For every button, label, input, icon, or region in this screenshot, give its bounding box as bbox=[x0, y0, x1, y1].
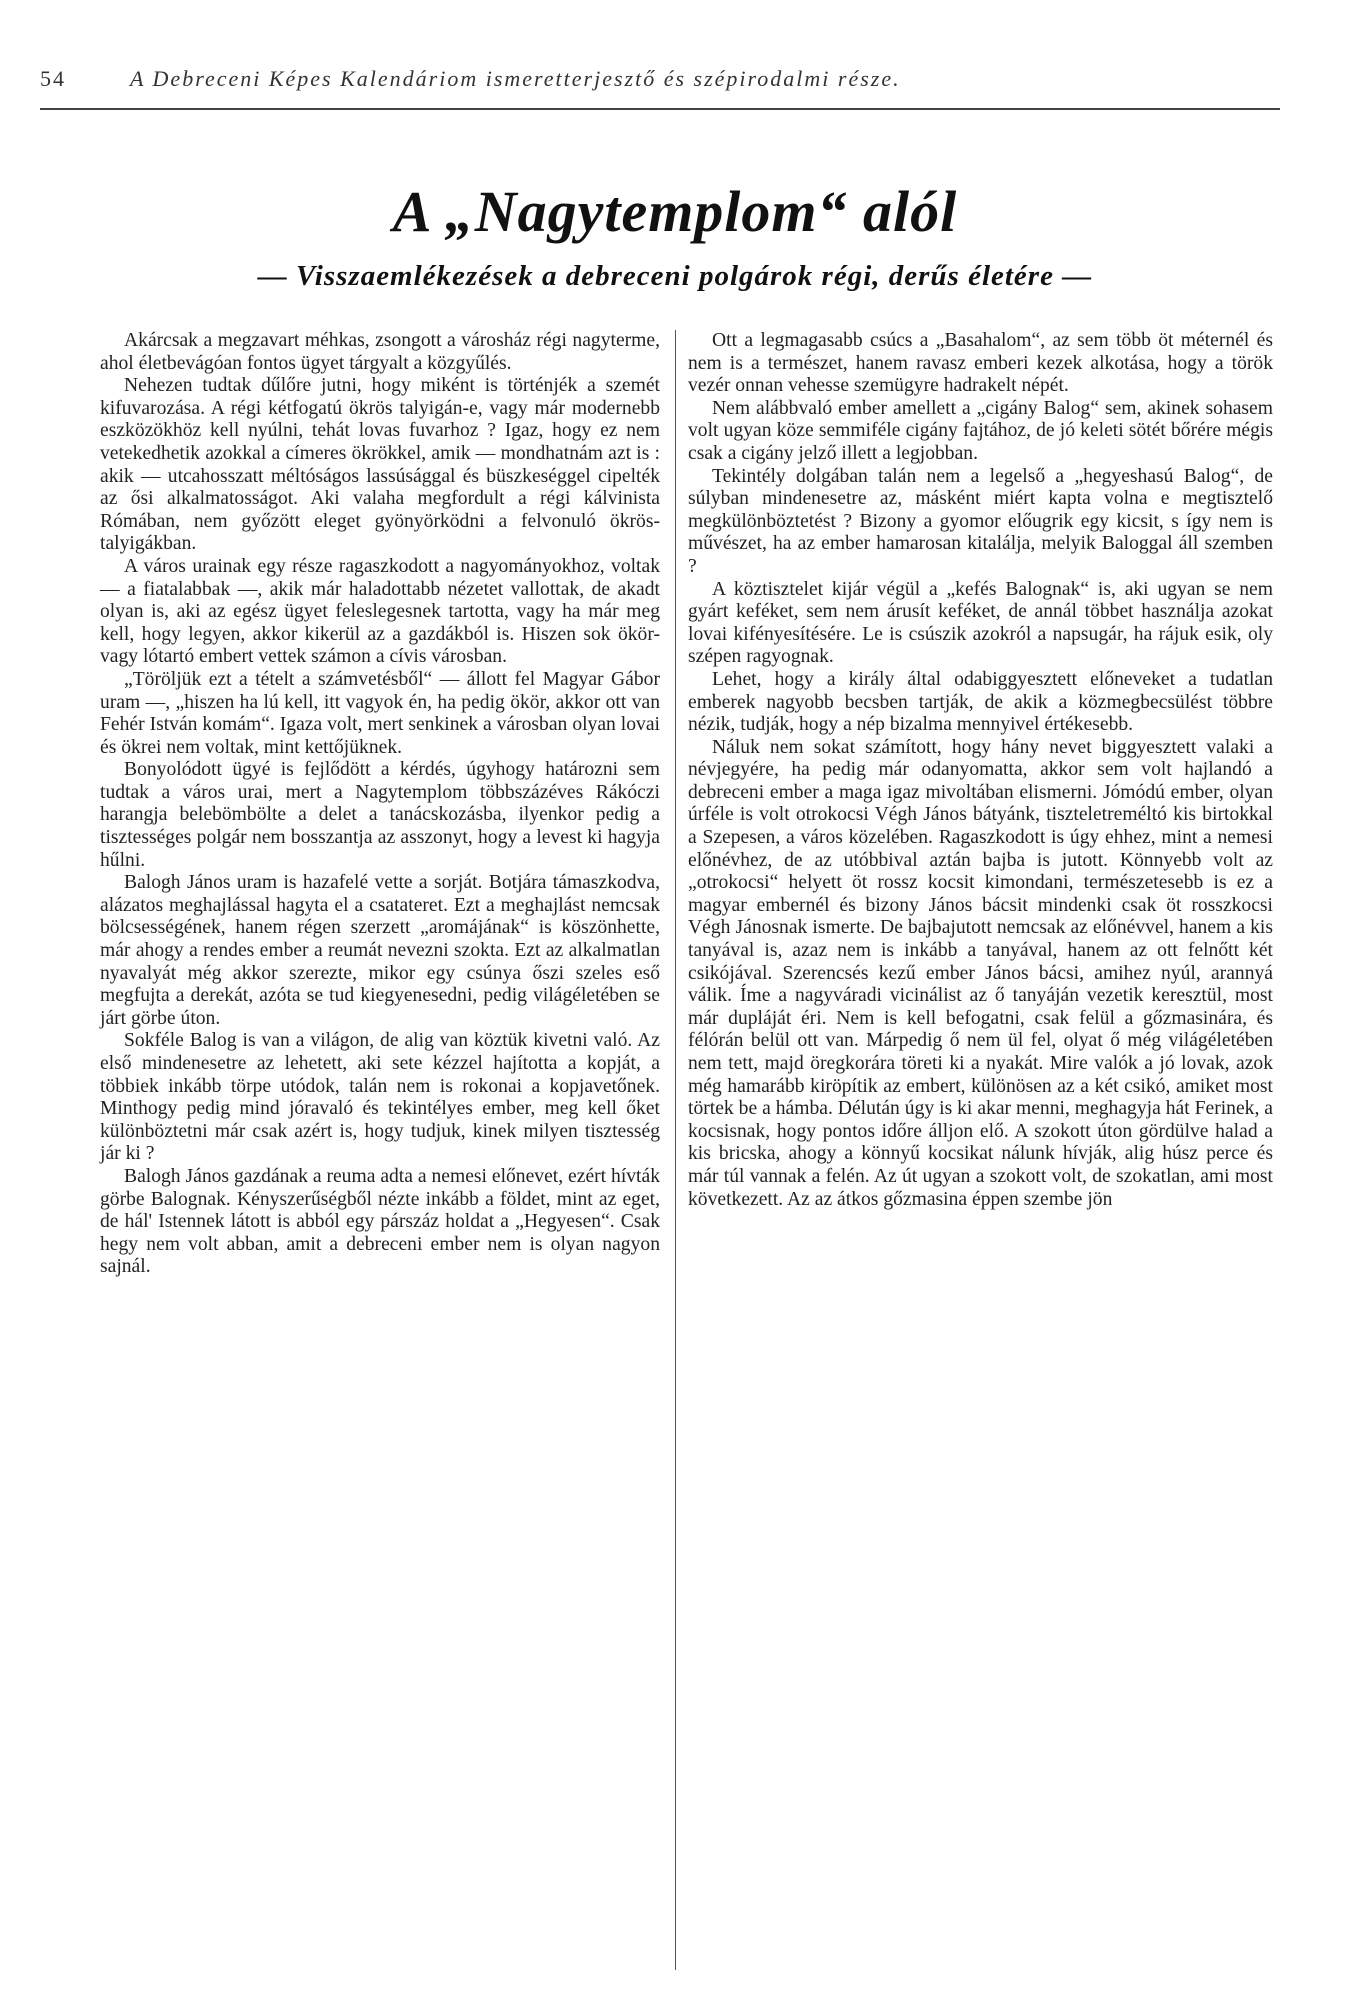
running-header bbox=[40, 66, 1265, 92]
paragraph: Sokféle Balog is van a világon, de alig van köztük kivetni való. Az első mindenesetre az lehetett, aki sete kézzel hajította a kopját, a többiek inkább törpe utódok, talán nem is rokonai a kopjavetőnek. Minthogy pedig mind jóravaló és tekintélyes ember, meg kell őket különböztetni már csak azért is, hogy tudjuk, kinek milyen tisztesség jár ki ? bbox=[100, 1030, 660, 1165]
paragraph: Ott a legmagasabb csúcs a „Basahalom“, az sem több öt méternél és nem is a természet, hanem ravasz emberi kezek alkotása, hogy a török vezér onnan vehesse szemügyre hadrakelt népét. bbox=[688, 330, 1273, 397]
paragraph: Tekintély dolgában talán nem a legelső a „hegyeshasú Balog“, de súlyban mindenesetre az, másként miért kapta volna e megtisztelő megkülönböztetést ? Bizony a gyomor előugrik egy kicsit, s így nem is művészet, ha az ember hamarosan kitalálja, melyik Baloggal áll szemben ? bbox=[688, 465, 1273, 577]
paragraph: Lehet, hogy a király által odabiggyesztett előneveket a tudatlan emberek nagyobb becsben tartják, de akik a közmegbecsülést többre nézik, tudják, hogy a nép bizalma mennyivel értékesebb. bbox=[688, 668, 1273, 736]
paragraph: Balogh János uram is hazafelé vette a sorját. Botjára támaszkodva, alázatos meghajlással hagyta el a csatateret. Ezt a meghajlást nemcsak bölcsességének, hanem régen szerzett „aromájának“ is köszönhette, már ahogy a rendes ember a reumát nevezni szokta. Ezt az alkalmatlan nyavalyát még akkor szerezte, mikor egy csúnya őszi szeles eső megfujta a derekát, azóta se tud kiegyenesedni, pedig világéletében se járt görbe úton. bbox=[100, 872, 660, 1029]
left-column bbox=[100, 330, 660, 1279]
paragraph: A köztisztelet kijár végül a „kefés Balognak“ is, aki ugyan se nem gyárt keféket, sem nem árusít keféket, de annál többet használja azokat lovai kifényesítésére. Le is csúszik azokról a napsugár, ha rájuk esik, oly szépen ragyognak. bbox=[688, 578, 1273, 668]
paragraph: „Töröljük ezt a tételt a számvetésből“ — állott fel Magyar Gábor uram —, „hiszen ha lú kell, itt vagyok én, ha pedig ökör, akkor ott van Fehér István komám“. Igaza volt, mert senkinek a városban olyan lovai és ökrei nem voltak, mint kettőjüknek. bbox=[100, 668, 660, 758]
page-number: 54 bbox=[40, 66, 66, 91]
column-divider bbox=[675, 330, 676, 1970]
paragraph: Bonyolódott ügyé is fejlődött a kérdés, úgyhogy határozni sem tudtak a város urai, mert a Nagytemplom többszázéves Rákóczi harangja belebömbölte a delet a tanácskozásba, ilyenkor pedig a tisztességes polgár nem bosszantja az asszonyt, hogy a levest ki hagyja hűlni. bbox=[100, 759, 660, 871]
running-title: A Debreceni Képes Kalendáriom ismeretterjesztő és szépirodalmi része. bbox=[130, 66, 901, 91]
right-column bbox=[688, 330, 1273, 1211]
paragraph: Nehezen tudtak dűlőre jutni, hogy miként is történjék a szemét kifuvarozása. A régi kétfogatú ökrös talyigán-e, vagy már modernebb eszközökhöz kell nyúlni, tehát lovas fuvarhoz ? Igaz, hogy ez nem vetekedhetik azokkal a címeres ökrökkel, amik — mondhatnám azt is : akik — utcahosszatt méltóságos lassúsággal és büszkeséggel cipelték az ősi alkalmatosságot. Aki valaha megfordult a régi kálvinista Rómában, nem győzött eleget gyönyörködni a felvonuló ökrös-talyigákban. bbox=[100, 375, 660, 555]
paragraph: Nem alábbvaló ember amellett a „cigány Balog“ sem, akinek sohasem volt ugyan köze semmiféle cigány fajtához, de jó keleti sötét bőrére mégis csak a cigány jelző illett a legjobban. bbox=[688, 397, 1273, 464]
paragraph: Balogh János gazdának a reuma adta a nemesi előnevet, ezért hívták görbe Balognak. Kényszerűségből nézte inkább a földet, mint az eget, de hál' Istennek látott is abból egy párszáz holdat a „Hegyesen“. Csak hegy nem volt abban, amit a debreceni ember nem is olyan nagyon sajnál. bbox=[100, 1165, 660, 1278]
header-rule bbox=[40, 108, 1280, 110]
paragraph: Náluk nem sokat számított, hogy hány nevet biggyesztett valaki a névjegyére, ha pedig már odanyomatta, akkor sem volt hajlandó a debreceni ember a maga igaz mivoltában elismerni. Jómódú ember, olyan úrféle is volt otrokocsi Végh János bátyánk, tiszteletreméltó kis birtokkal a Szepesen, a város közelében. Ragaszkodott is úgy ehhez, mint a nemesi előnévhez, de az utóbbival aztán bajba is jutott. Könnyebb volt az „otrokocsi“ helyett öt rossz kocsit kimondani, természetesebb is ez a magyar embernél és bizony János bácsit mindenki csak öt rosszkocsi Végh Jánosnak ismerte. De bajbajutott nemcsak az előnévvel, hanem a kis tanyával is, azaz nem is inkább a tanyával, hanem az ott felnőtt két csikójával. Szerencsés kezű ember János bácsi, amihez nyúl, arannyá válik. Íme a nagyváradi vicinálist az ő tanyáján vezetik keresztül, most már dupláját éri. Nem is kell befogatni, csak felül a gőzmasinára, és félórán belül ott van. Márpedig ő nem ül fel, olyat ő még világéletében nem tett, majd öregkorára töreti ki a nyakát. Mire valók a jó lovak, azok még hamarább kiröpítik az embert, különösen az a két csikó, amiket most törtek be a hámba. Délután úgy is ki akar menni, meghagyja hát Ferinek, a kocsisnak, hogy pontos időre álljon elő. A szokott úton gördülve halad a kis bricska, ahogy a könnyű kocsikat nálunk hívják, alig húsz perce és már túl vannak a felén. Az út ugyan a szokott volt, de szokatlan, ami most következett. Az az átkos gőzmasina éppen szembe jön bbox=[688, 736, 1273, 1210]
paragraph: A város urainak egy része ragaszkodott a nagyományokhoz, voltak — a fiatalabbak —, akik már haladottabb nézetet vallottak, de akadt olyan is, aki az egész ügyet feleslegesnek tartotta, vagy ha már meg kell, hogy legyen, akkor kikerül az a gazdákból is. Hiszen sok ökör- vagy lótartó embert vettek számon a cívis városban. bbox=[100, 555, 660, 668]
paragraph: Akárcsak a megzavart méhkas, zsongott a városház régi nagyterme, ahol életbevágóan fontos ügyet tárgyalt a közgyűlés. bbox=[100, 330, 660, 374]
article-subtitle: — Visszaemlékezések a debreceni polgárok régi, derűs életére — bbox=[257, 260, 1093, 292]
article-title: A „Nagytemplom“ alól bbox=[392, 179, 958, 244]
